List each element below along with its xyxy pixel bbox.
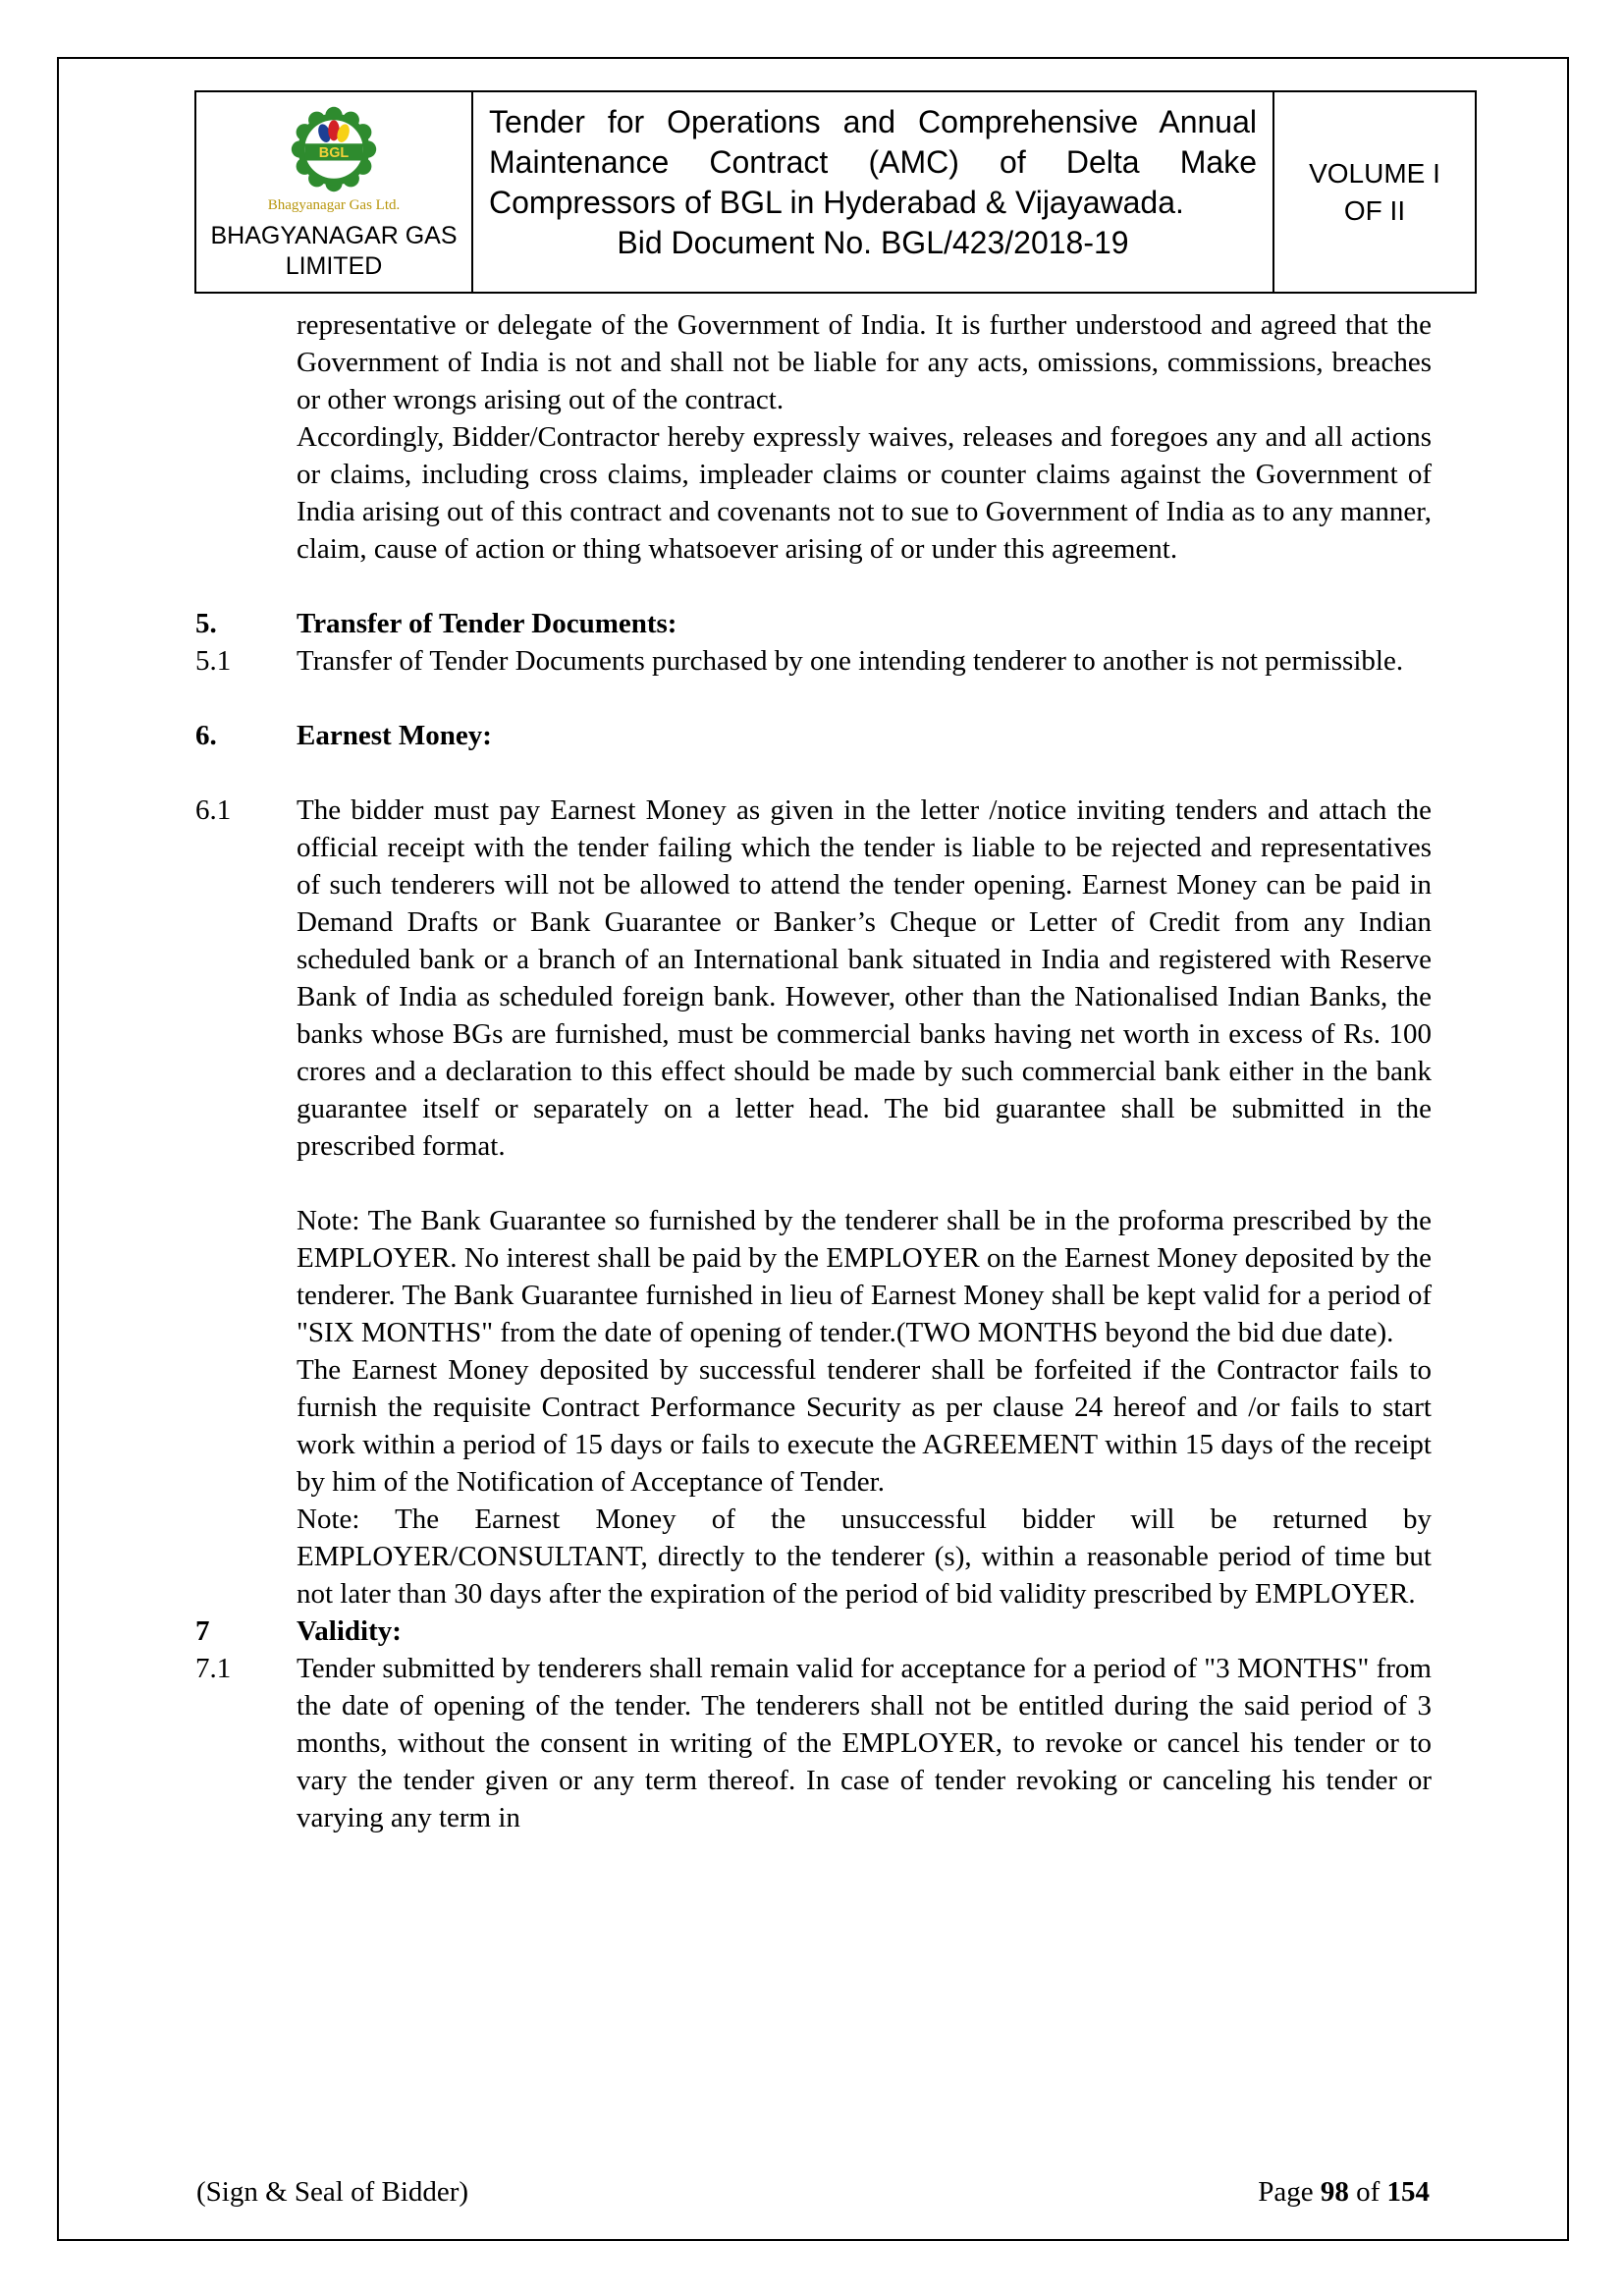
clause-number: 6.1 [195, 794, 232, 826]
paragraph [297, 418, 1432, 568]
clause-text: Note: The Earnest Money of the unsuccessful bidder will be returned by EMPLOYER/CONSULTANT, directly to the tenderer (s), within a reasonable period of time but not later than 30 days after the expiration of the period of bid validity prescribed by EMPLOYER. [297, 1503, 1432, 1610]
document-body [195, 306, 1432, 1836]
clause-text: Note: The Bank Guarantee so furnished by the tenderer shall be in the proforma prescribed by the EMPLOYER. No interest shall be paid by the EMPLOYER on the Earnest Money deposited by the tenderer. The Bank Guarantee furnished in lieu of Earnest Money shall be kept valid for a period of "SIX MONTHS" from the date of opening of tender.(TWO MONTHS beyond the bid due date). [297, 1205, 1432, 1348]
section-heading-text: Validity: [297, 1615, 402, 1647]
bid-document-number: Bid Document No. BGL/423/2018-19 [617, 225, 1129, 260]
document-title: Tender for Operations and Comprehensive Annual Maintenance Contract (AMC) of Delta Make Compressors of BGL in Hyderabad & Vijayawada. [489, 104, 1257, 220]
paragraph [297, 306, 1432, 418]
page-word: Page [1258, 2176, 1314, 2208]
section-heading [195, 717, 1432, 754]
paragraph [297, 1501, 1432, 1613]
clause-text: representative or delegate of the Government of India. It is further understood and agreed that the Government of India is not and shall not be liable for any acts, omissions, commissions, breaches or other wrongs arising out of the contract. [297, 309, 1432, 415]
of-word: of [1356, 2176, 1380, 2208]
numbered-clause [195, 642, 1432, 680]
clause-text: The bidder must pay Earnest Money as given in the letter /notice inviting tenders and attach the official receipt with the tender failing which the tender is liable to be rejected and representatives of such tenderers will not be allowed to attend the tender opening. Earnest Money can be paid in Demand Drafts or Bank Guarantee or Banker’s Cheque or Letter of Credit from any Indian scheduled bank or a branch of an International bank situated in India and registered with Reserve Bank of India as scheduled foreign bank. However, other than the Nationalised Indian Banks, the banks whose BGs are furnished, must be commercial banks having net worth in excess of Rs. 100 crores and a declaration to this effect should be made by such commercial bank either in the bank guarantee itself or separately on a letter head. The bid guarantee shall be submitted in the prescribed format. [297, 794, 1432, 1162]
clause-number: 6. [195, 720, 217, 751]
logo-caption: Bhagyanagar Gas Ltd. [267, 197, 401, 213]
section-heading [195, 605, 1432, 642]
clause-number: 5. [195, 608, 217, 639]
org-name [211, 221, 458, 282]
total-pages: 154 [1386, 2176, 1430, 2208]
numbered-clause [195, 1650, 1432, 1836]
section-heading-text: Transfer of Tender Documents: [297, 608, 677, 639]
bgl-logo-icon [287, 102, 381, 196]
clause-text: Transfer of Tender Documents purchased by one intending tenderer to another is not permissible. [297, 645, 1404, 677]
section-heading-text: Earnest Money: [297, 720, 492, 751]
page-indicator [1258, 2174, 1430, 2210]
header-table [194, 90, 1477, 294]
clause-number: 7 [195, 1615, 210, 1647]
volume-cell [1274, 92, 1475, 292]
volume-line1: VOLUME I [1309, 157, 1440, 189]
org-name-line2: LIMITED [285, 252, 383, 280]
paragraph [297, 1202, 1432, 1351]
clause-number: 7.1 [195, 1653, 232, 1684]
logo-monogram: BGL [318, 145, 350, 162]
numbered-clause [195, 792, 1432, 1165]
clause-text: The Earnest Money deposited by successful tenderer shall be forfeited if the Contractor fails to furnish the requisite Contract Performance Security as per clause 24 hereof and /or fails to start work within a period of 15 days or fails to execute the AGREEMENT within 15 days of the receipt by him of the Notification of Acceptance of Tender. [297, 1354, 1432, 1498]
page-footer [196, 2174, 1430, 2210]
clause-number: 5.1 [195, 645, 232, 677]
logo-cell [196, 92, 473, 292]
clause-text: Tender submitted by tenderers shall remain valid for acceptance for a period of "3 MONTHS" from the date of opening of the tender. The tenderers shall not be entitled during the said period of 3 months, without the consent in writing of the EMPLOYER, to revoke or cancel his tender or to vary the tender given or any term thereof. In case of tender revoking or canceling his tender or varying any term in [297, 1653, 1432, 1833]
paragraph [297, 1351, 1432, 1501]
org-name-line1: BHAGYANAGAR GAS [210, 222, 458, 249]
volume-line2: OF II [1343, 194, 1406, 226]
sign-seal-note: (Sign & Seal of Bidder) [196, 2176, 469, 2208]
title-cell [473, 92, 1274, 292]
clause-text: Accordingly, Bidder/Contractor hereby expressly waives, releases and foregoes any and all actions or claims, including cross claims, impleader claims or counter claims against the Government of India arising out of this contract and covenants not to sue to Government of India as to any manner, claim, cause of action or thing whatsoever arising of or under this agreement. [297, 421, 1432, 565]
section-heading [195, 1613, 1432, 1650]
page-number: 98 [1320, 2176, 1349, 2208]
